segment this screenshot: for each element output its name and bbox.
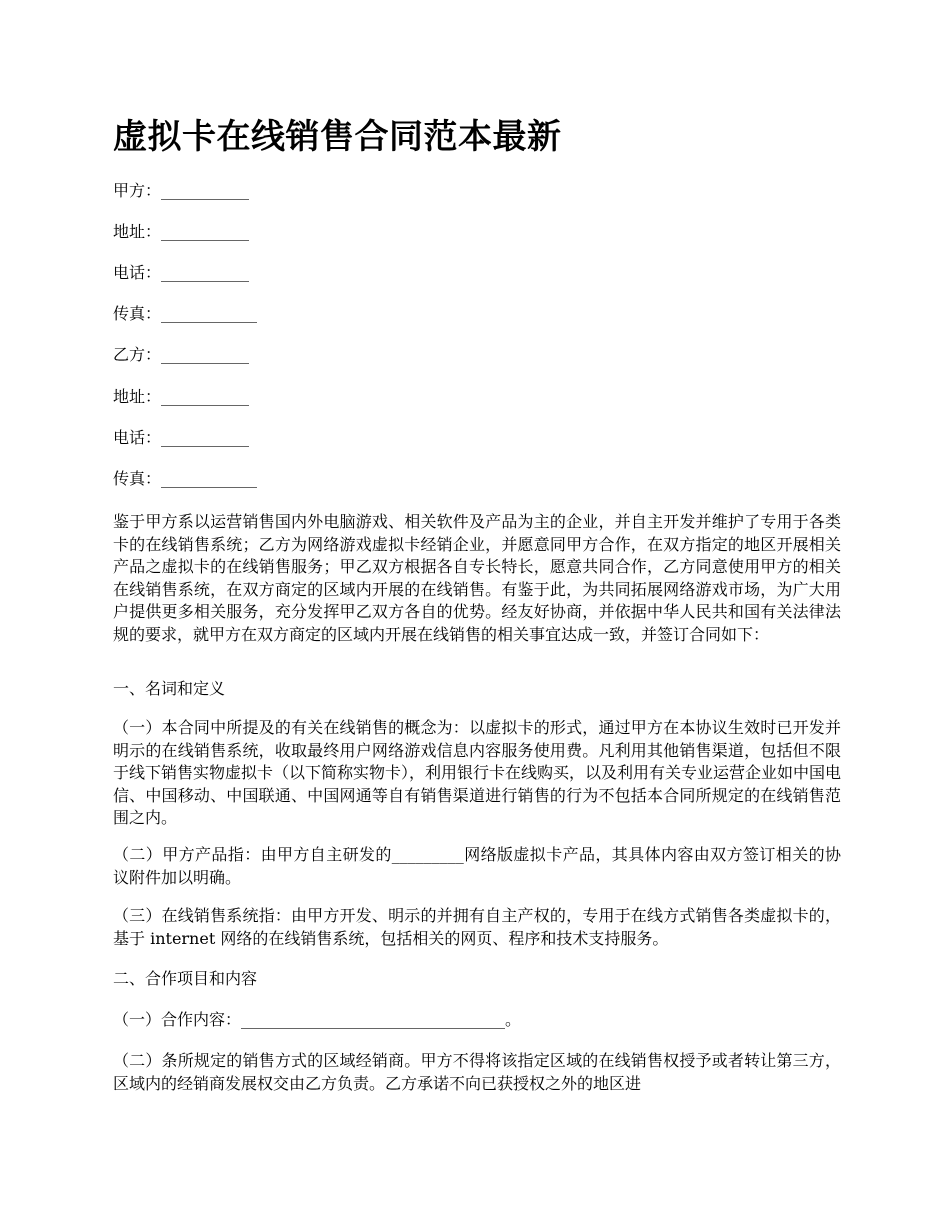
field-blank: ___________: [161, 263, 250, 282]
field-blank: ___________: [161, 222, 250, 241]
item-1-blank: _________________________________: [241, 1010, 506, 1029]
field-blank: ___________: [161, 428, 250, 447]
preamble-paragraph: 鉴于甲方系以运营销售国内外电脑游戏、相关软件及产品为主的企业，并自主开发并维护了专用于各类卡的在线销售系统；乙方为网络游戏虚拟卡经销企业，并愿意同甲方合作，在双方指定的地区开展相关产品之虚拟卡的在线销售服务；甲乙双方根据各自专长特长，愿意共同合作，乙方同意使用甲方的相关在线销售系统，在双方商定的区域内开展的在线销售。有鉴于此，为共同拓展网络游戏市场，为广大用户提供更多相关服务，充分发挥甲乙双方各自的优势。经友好协商，并依据中华人民共和国有关法律法规的要求，就甲方在双方商定的区域内开展在线销售的相关事宜达成一致，并签订合同如下：: [113, 512, 841, 644]
party-a-fax-field: [113, 303, 257, 325]
section-2-heading: 二、合作项目和内容: [113, 969, 258, 988]
item-1-period: 。: [505, 1010, 522, 1029]
section-1-heading: 一、名词和定义: [113, 679, 226, 698]
section-1-item-3: （三）在线销售系统指：由甲方开发、明示的并拥有自主产权的，专用于在线方式销售各类虚拟卡的，基于 internet 网络的在线销售系统，包括相关的网页、程序和技术支持服务。: [113, 906, 841, 948]
party-a-name-field: [113, 180, 249, 202]
field-blank: ___________: [161, 387, 250, 406]
field-blank: ____________: [161, 469, 258, 488]
field-blank: ____________: [161, 304, 258, 323]
section-1-item-1: （一）本合同中所提及的有关在线销售的概念为：以虚拟卡的形式，通过甲方在本协议生效时已开发并明示的在线销售系统，收取最终用户网络游戏信息内容服务使用费。凡利用其他销售渠道，包括但不限于线下销售实物虚拟卡（以下简称实物卡），利用银行卡在线购买，以及利用有关专业运营企业如中国电信、中国移动、中国联通、中国网通等自有销售渠道进行销售的行为不包括本合同所规定的在线销售范围之内。: [113, 718, 842, 827]
field-label: 地址：: [113, 387, 162, 406]
party-a-address-field: [113, 221, 249, 243]
party-b-address-field: [113, 386, 249, 408]
field-label: 电话：: [113, 428, 162, 447]
section-2-item-2: （二）条所规定的销售方式的区域经销商。甲方不得将该指定区域的在线销售权授予或者转让第三方，区域内的经销商发展权交由乙方负责。乙方承诺不向已获授权之外的地区进: [113, 1051, 841, 1093]
field-label: 传真：: [113, 469, 162, 488]
item-2-blank: _________: [391, 845, 464, 864]
field-label: 甲方：: [113, 181, 162, 200]
party-b-fax-field: [113, 468, 257, 490]
field-label: 乙方：: [113, 345, 162, 364]
section-2-item-1: [113, 1009, 521, 1031]
section-1-item-2: [113, 844, 841, 889]
field-blank: ___________: [161, 345, 250, 364]
field-blank: ___________: [161, 181, 250, 200]
field-label: 传真：: [113, 304, 162, 323]
item-2-text-after: 网络版虚拟卡产品，其具体内容由双方签订相关的协议附件加以明确。: [113, 845, 841, 887]
party-a-phone-field: [113, 262, 249, 284]
item-1-label: （一）合作内容：: [113, 1010, 242, 1029]
field-label: 地址：: [113, 222, 162, 241]
field-label: 电话：: [113, 263, 162, 282]
item-2-text-before: （二）甲方产品指：由甲方自主研发的: [113, 845, 392, 864]
party-b-phone-field: [113, 427, 249, 449]
party-b-name-field: [113, 344, 249, 366]
document-title: 虚拟卡在线销售合同范本最新: [113, 117, 562, 157]
